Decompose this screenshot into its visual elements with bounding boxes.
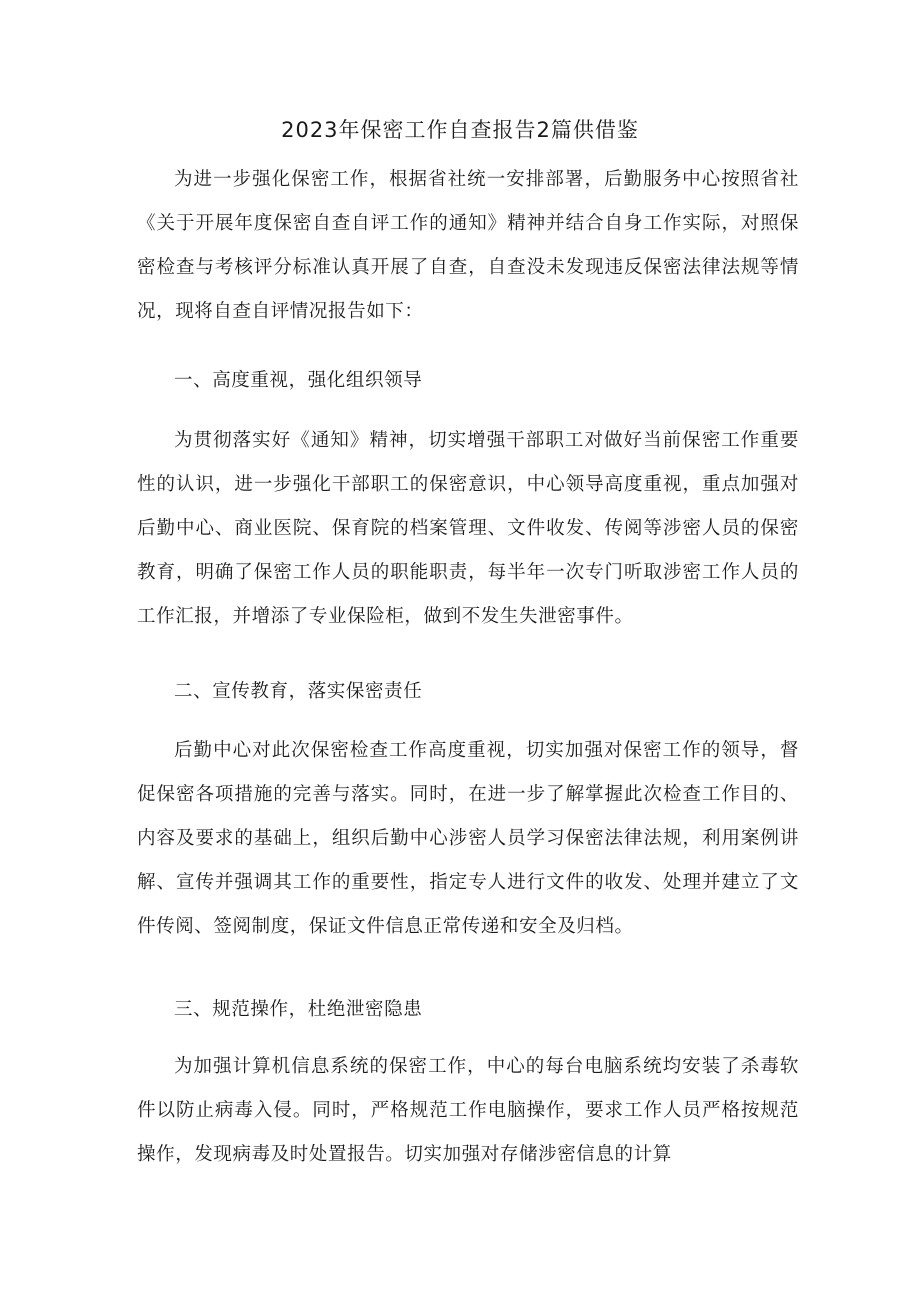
section-heading-3: 三、规范操作，杜绝泄密隐患 [174, 999, 423, 1020]
section-heading-1: 一、高度重视，强化组织领导 [174, 370, 423, 391]
intro-paragraph: 为进一步强化保密工作，根据省社统一安排部署，后勤服务中心按照省社《关于开展年度保密自查自评工作的通知》精神并结合自身工作实际，对照保密检查与考核评分标准认真开展了自查，自查没未发现违反保密法律法规等情况，现将自查自评情况报告如下： [137, 169, 799, 322]
section-body-2: 后勤中心对此次保密检查工作高度重视，切实加强对保密工作的领导，督促保密各项措施的完善与落实。同时，在进一步了解掌握此次检查工作目的、内容及要求的基础上，组织后勤中心涉密人员学习保密法律法规，利用案例讲解、宣传并强调其工作的重要性，指定专人进行文件的收发、处理并建立了文件传阅、签阅制度，保证文件信息正常传递和安全及归档。 [137, 740, 799, 937]
section-heading-2: 二、宣传教育，落实保密责任 [174, 681, 423, 702]
section-body-3: 为加强计算机信息系统的保密工作，中心的每台电脑系统均安装了杀毒软件以防止病毒入侵。同时，严格规范工作电脑操作，要求工作人员严格按规范操作，发现病毒及时处置报告。切实加强对存储涉密信息的计算 [137, 1056, 799, 1165]
document-title: 2023年保密工作自查报告2篇供借鉴 [281, 118, 639, 142]
section-body-1: 为贯彻落实好《通知》精神，切实增强干部职工对做好当前保密工作重要性的认识，进一步强化干部职工的保密意识，中心领导高度重视，重点加强对后勤中心、商业医院、保育院的档案管理、文件收发、传阅等涉密人员的保密教育，明确了保密工作人员的职能职责，每半年一次专门听取涉密工作人员的工作汇报，并增添了专业保险柜，做到不发生失泄密事件。 [137, 430, 799, 627]
